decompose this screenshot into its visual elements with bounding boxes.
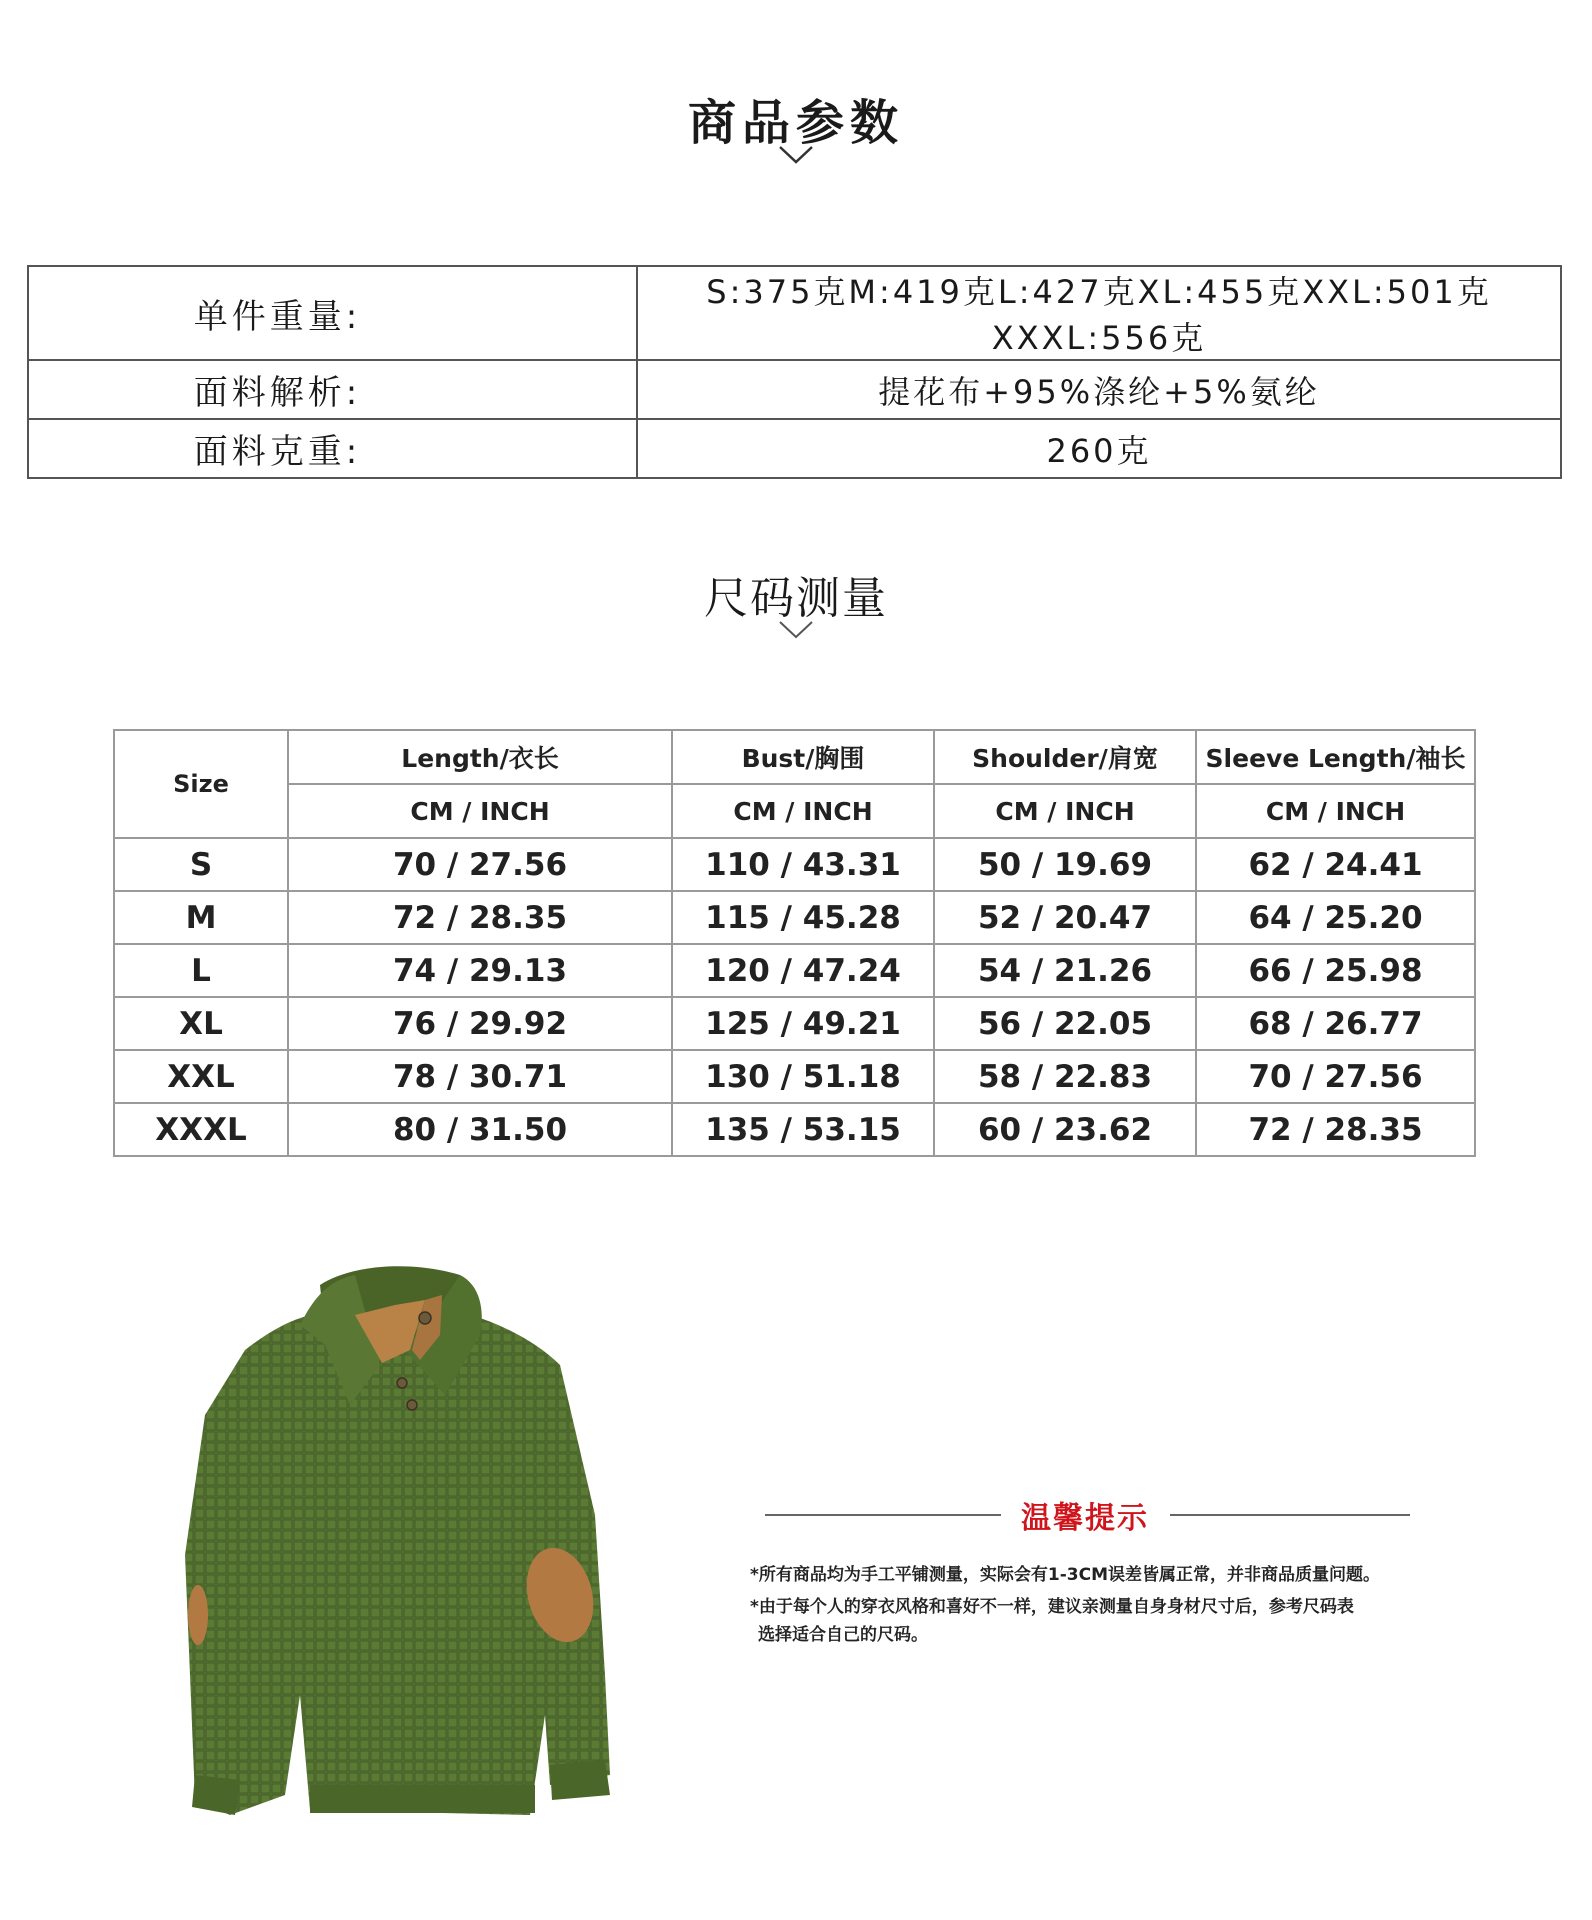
measurement-cell: 64 / 25.20 xyxy=(1196,891,1475,944)
measurement-cell: 130 / 51.18 xyxy=(672,1050,934,1103)
size-label: S xyxy=(114,838,288,891)
size-row xyxy=(114,891,1475,944)
size-row xyxy=(114,997,1475,1050)
size-label: XL xyxy=(114,997,288,1050)
measurement-cell: 120 / 47.24 xyxy=(672,944,934,997)
param-row xyxy=(28,419,1561,478)
unit-label: CM / INCH xyxy=(288,784,672,838)
size-label: XXXL xyxy=(114,1103,288,1156)
column-header-length: Length/衣长 xyxy=(288,730,672,784)
measurement-cell: 52 / 20.47 xyxy=(934,891,1196,944)
param-label: 面料克重: xyxy=(28,419,637,478)
unit-label: CM / INCH xyxy=(672,784,934,838)
param-label: 单件重量: xyxy=(28,266,637,360)
column-header-sleeve: Sleeve Length/袖长 xyxy=(1196,730,1475,784)
size-row xyxy=(114,1050,1475,1103)
size-table-unit-row xyxy=(114,784,1475,838)
measurement-cell: 78 / 30.71 xyxy=(288,1050,672,1103)
param-label: 面料解析: xyxy=(28,360,637,419)
tips-title: 温馨提示 xyxy=(1021,1501,1149,1536)
size-label: M xyxy=(114,891,288,944)
size-table-header-row xyxy=(114,730,1475,784)
size-chart-table xyxy=(113,729,1476,1157)
section-title-sizes: 尺码测量 xyxy=(704,573,888,624)
tip-line-1: *所有商品均为手工平铺测量，实际会有1-3CM误差皆属正常，并非商品质量问题。 xyxy=(750,1565,1380,1585)
measurement-cell: 135 / 53.15 xyxy=(672,1103,934,1156)
sweater-image xyxy=(150,1255,650,1830)
measurement-cell: 60 / 23.62 xyxy=(934,1103,1196,1156)
measurement-cell: 110 / 43.31 xyxy=(672,838,934,891)
tip-line-3: 选择适合自己的尺码。 xyxy=(758,1625,928,1645)
size-row xyxy=(114,1103,1475,1156)
unit-label: CM / INCH xyxy=(1196,784,1475,838)
measurement-cell: 70 / 27.56 xyxy=(288,838,672,891)
measurement-cell: 70 / 27.56 xyxy=(1196,1050,1475,1103)
param-value: 提花布+95%涤纶+5%氨纶 xyxy=(637,360,1561,419)
param-row xyxy=(28,360,1561,419)
measurement-cell: 125 / 49.21 xyxy=(672,997,934,1050)
size-row xyxy=(114,838,1475,891)
column-header-shoulder: Shoulder/肩宽 xyxy=(934,730,1196,784)
size-row xyxy=(114,944,1475,997)
measurement-cell: 50 / 19.69 xyxy=(934,838,1196,891)
param-value: S:375克M:419克L:427克XL:455克XXL:501克XXXL:556克 xyxy=(637,266,1561,360)
product-params-table xyxy=(27,265,1562,479)
measurement-cell: 80 / 31.50 xyxy=(288,1103,672,1156)
param-row xyxy=(28,266,1561,360)
column-header-bust: Bust/胸围 xyxy=(672,730,934,784)
measurement-cell: 62 / 24.41 xyxy=(1196,838,1475,891)
size-label: XXL xyxy=(114,1050,288,1103)
section-title-params: 商品参数 xyxy=(687,95,904,151)
measurement-cell: 72 / 28.35 xyxy=(1196,1103,1475,1156)
measurement-cell: 76 / 29.92 xyxy=(288,997,672,1050)
divider-right xyxy=(1170,1514,1410,1516)
measurement-cell: 74 / 29.13 xyxy=(288,944,672,997)
divider-left xyxy=(765,1514,1001,1516)
chevron-down-icon xyxy=(778,620,814,640)
size-header: Size xyxy=(114,730,288,838)
chevron-down-icon xyxy=(778,145,814,165)
measurement-cell: 54 / 21.26 xyxy=(934,944,1196,997)
size-label: L xyxy=(114,944,288,997)
measurement-cell: 115 / 45.28 xyxy=(672,891,934,944)
tip-line-2: *由于每个人的穿衣风格和喜好不一样，建议亲测量自身身材尺寸后，参考尺码表 xyxy=(750,1597,1354,1617)
unit-label: CM / INCH xyxy=(934,784,1196,838)
param-value: 260克 xyxy=(637,419,1561,478)
measurement-cell: 56 / 22.05 xyxy=(934,997,1196,1050)
measurement-cell: 72 / 28.35 xyxy=(288,891,672,944)
measurement-cell: 68 / 26.77 xyxy=(1196,997,1475,1050)
measurement-cell: 58 / 22.83 xyxy=(934,1050,1196,1103)
measurement-cell: 66 / 25.98 xyxy=(1196,944,1475,997)
